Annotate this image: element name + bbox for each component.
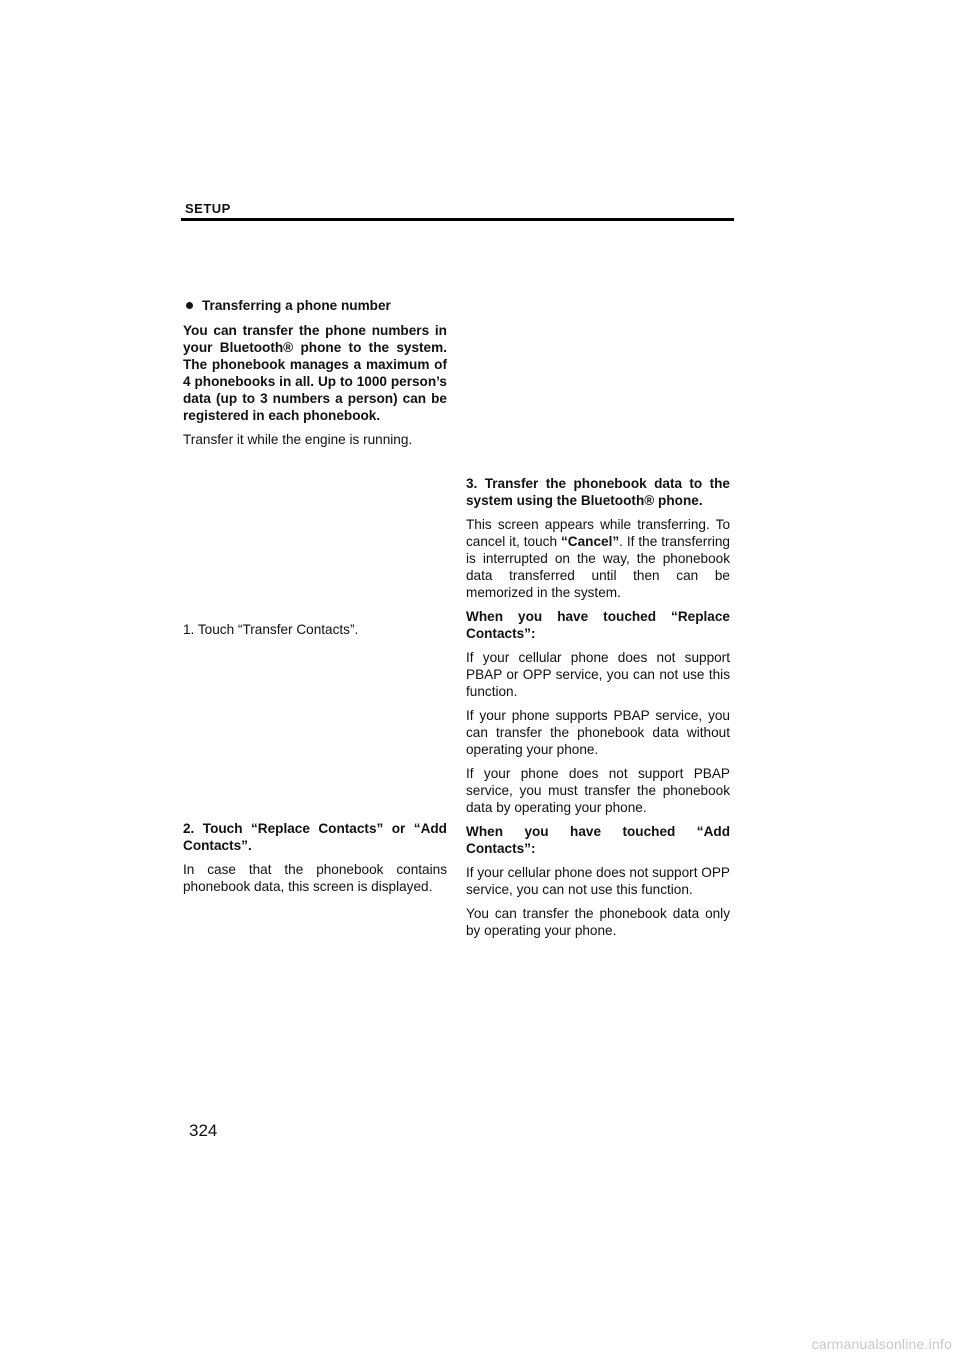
- step-1: 1. Touch “Transfer Contacts”.: [183, 622, 359, 637]
- watermark: carmanualsonline.info: [811, 1336, 952, 1352]
- step-3-paragraph: [466, 516, 730, 601]
- add-paragraph-2: You can transfer the phonebook data only by operating your phone.: [466, 906, 730, 938]
- replace-paragraph-2: If your phone supports PBAP service, you can transfer the phonebook data without operating your phone.: [466, 708, 730, 757]
- header-rule: [181, 218, 734, 221]
- bullet-heading: [183, 298, 391, 313]
- right-column: [466, 475, 730, 946]
- step-2-block: [183, 820, 447, 902]
- replace-paragraph-1: If your cellular phone does not support PBAP or OPP service, you can not use this function.: [466, 650, 730, 699]
- step-3-text-a: This screen appears while transferring. To cancel it, touch: [466, 517, 730, 549]
- replace-paragraph-3: If your phone does not support PBAP service, you must transfer the phonebook data by operating your phone.: [466, 766, 730, 815]
- step-2-note: In case that the phonebook contains phonebook data, this screen is displayed.: [183, 862, 447, 894]
- add-contacts-heading: When you have touched “Add Contacts”:: [466, 824, 730, 856]
- page-number: 324: [189, 1121, 218, 1140]
- section-header: SETUP: [185, 201, 231, 216]
- bullet-icon: [186, 302, 193, 309]
- replace-contacts-heading: When you have touched “Replace Contacts”:: [466, 609, 730, 641]
- engine-note: Transfer it while the engine is running.: [183, 432, 413, 447]
- left-intro-block: [183, 322, 447, 455]
- step-3-text-b: . If the transferring is interrupted on the way, the phonebook data transferred until then can be memorized in the system.: [466, 534, 730, 600]
- cancel-label: “Cancel”: [560, 534, 620, 549]
- add-paragraph-1: If your cellular phone does not support OPP service, you can not use this function.: [466, 865, 730, 897]
- bullet-heading-text: Transferring a phone number: [202, 298, 391, 313]
- step-2: 2. Touch “Replace Contacts” or “Add Contacts”.: [183, 821, 447, 853]
- intro-paragraph: You can transfer the phone numbers in your Bluetooth® phone to the system. The phonebook manages a maximum of 4 phonebooks in all. Up to 1000 person’s data (up to 3 numbers a person) can be registered in each phonebook.: [183, 323, 447, 423]
- step-3: 3. Transfer the phonebook data to the system using the Bluetooth® phone.: [466, 476, 730, 508]
